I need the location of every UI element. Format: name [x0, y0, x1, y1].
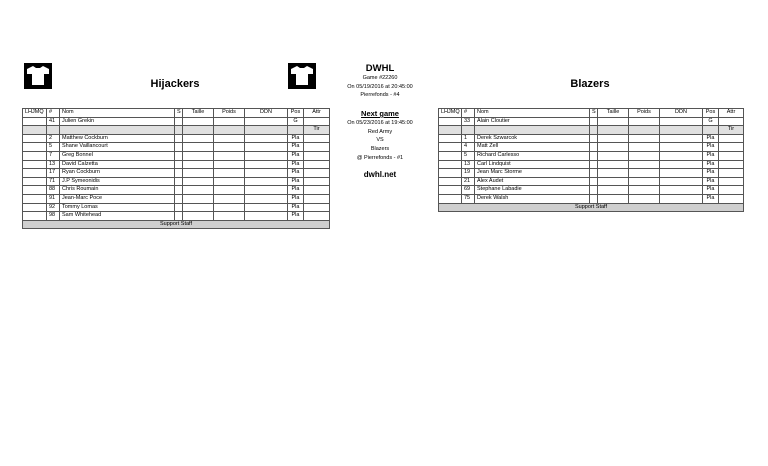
attr-cell: [719, 169, 744, 178]
ddn-cell: [245, 203, 288, 212]
separator-cell: [590, 126, 598, 135]
poids-cell: [629, 117, 660, 126]
next-game-venue: @ Pierrefonds - #1: [356, 154, 404, 161]
s-cell: [590, 143, 598, 152]
player-name-cell: Alain Cloutier: [475, 117, 590, 126]
table-row: [23, 151, 330, 160]
attr-cell: [304, 169, 330, 178]
s-cell: [175, 186, 183, 195]
position-cell: Pla: [288, 134, 304, 143]
position-cell: Pla: [288, 177, 304, 186]
jersey-number-cell: 71: [47, 177, 60, 186]
position-cell: G: [288, 117, 304, 126]
lhjmq-cell: [439, 117, 462, 126]
lhjmq-cell: [23, 134, 47, 143]
table-row: [23, 117, 330, 126]
jersey-number-cell: 13: [462, 160, 475, 169]
attr-cell: [304, 186, 330, 195]
lhjmq-cell: [439, 194, 462, 203]
player-name-cell: Greg Bonnel: [60, 151, 175, 160]
poids-cell: [629, 151, 660, 160]
poids-cell: [214, 169, 245, 178]
lhjmq-cell: [23, 169, 47, 178]
position-cell: Pla: [703, 134, 719, 143]
table-row: [23, 177, 330, 186]
jersey-number-cell: 17: [47, 169, 60, 178]
s-cell: [590, 151, 598, 160]
league-title: DWHL: [365, 63, 395, 74]
ddn-cell: [660, 151, 703, 160]
away-roster-body: [439, 117, 744, 212]
ddn-cell: [245, 117, 288, 126]
table-row: [439, 143, 744, 152]
col-taille: Taille: [183, 109, 214, 118]
position-cell: Pla: [288, 203, 304, 212]
s-cell: [590, 134, 598, 143]
col-pos: Pos: [288, 109, 304, 118]
position-cell: Pla: [703, 194, 719, 203]
support-staff-label: Support Staff: [439, 203, 744, 212]
position-cell: Pla: [703, 151, 719, 160]
poids-cell: [214, 212, 245, 221]
ddn-cell: [660, 186, 703, 195]
taille-cell: [598, 117, 629, 126]
table-row: [439, 186, 744, 195]
col-pos: Pos: [703, 109, 719, 118]
col-name: Nom: [60, 109, 175, 118]
section-separator-row: [439, 126, 744, 135]
s-cell: [590, 160, 598, 169]
ddn-cell: [245, 134, 288, 143]
poids-cell: [214, 177, 245, 186]
lhjmq-cell: [23, 186, 47, 195]
position-cell: Pla: [288, 151, 304, 160]
taille-cell: [598, 169, 629, 178]
attr-cell: [304, 117, 330, 126]
separator-cell: [214, 126, 245, 135]
table-row: [23, 186, 330, 195]
lhjmq-cell: [439, 160, 462, 169]
home-jersey-icon: [24, 63, 52, 89]
home-team-name: Hijackers: [150, 78, 200, 90]
table-row: [439, 151, 744, 160]
jersey-number-cell: 2: [47, 134, 60, 143]
lhjmq-cell: [439, 134, 462, 143]
col-poids: Poids: [214, 109, 245, 118]
s-cell: [175, 177, 183, 186]
jersey-number-cell: 19: [462, 169, 475, 178]
attr-cell: [304, 177, 330, 186]
ddn-cell: [660, 117, 703, 126]
taille-cell: [183, 134, 214, 143]
lhjmq-cell: [23, 143, 47, 152]
ddn-cell: [245, 186, 288, 195]
col-attr: Attr: [719, 109, 744, 118]
site-link[interactable]: dwhl.net: [363, 169, 397, 179]
separator-cell: [183, 126, 214, 135]
table-row: [439, 194, 744, 203]
table-row: [439, 134, 744, 143]
away-team-name: Blazers: [570, 78, 610, 90]
taille-cell: [183, 117, 214, 126]
player-name-cell: J.P Symeonidis: [60, 177, 175, 186]
col-ddn: DDN: [660, 109, 703, 118]
player-name-cell: Matthew Cockburn: [60, 134, 175, 143]
game-info: [320, 74, 440, 100]
taille-cell: [183, 177, 214, 186]
table-row: [23, 212, 330, 221]
table-row: [23, 160, 330, 169]
s-cell: [175, 212, 183, 221]
position-cell: Pla: [703, 177, 719, 186]
tir-label: Tir: [719, 126, 744, 135]
jersey-number-cell: 98: [47, 212, 60, 221]
next-game-team-a: Red Army: [367, 128, 393, 135]
home-header-row: [23, 109, 330, 118]
player-name-cell: Tommy Lomas: [60, 203, 175, 212]
table-row: [23, 203, 330, 212]
attr-cell: [304, 160, 330, 169]
ddn-cell: [660, 169, 703, 178]
support-staff-row: [23, 220, 330, 229]
jersey-number-cell: 88: [47, 186, 60, 195]
position-cell: Pla: [288, 194, 304, 203]
lhjmq-cell: [23, 117, 47, 126]
ddn-cell: [245, 151, 288, 160]
col-s: S: [175, 109, 183, 118]
player-name-cell: Jean Marc Storme: [475, 169, 590, 178]
tir-label: Tir: [304, 126, 330, 135]
poids-cell: [629, 194, 660, 203]
position-cell: G: [703, 117, 719, 126]
lhjmq-cell: [439, 151, 462, 160]
s-cell: [175, 134, 183, 143]
s-cell: [175, 117, 183, 126]
s-cell: [590, 177, 598, 186]
ddn-cell: [660, 143, 703, 152]
support-staff-label: Support Staff: [23, 220, 330, 229]
ddn-cell: [245, 143, 288, 152]
lhjmq-cell: [439, 169, 462, 178]
ddn-cell: [245, 194, 288, 203]
position-cell: Pla: [288, 186, 304, 195]
s-cell: [175, 143, 183, 152]
table-row: [439, 177, 744, 186]
s-cell: [175, 194, 183, 203]
poids-cell: [214, 143, 245, 152]
player-name-cell: Ryan Cockburn: [60, 169, 175, 178]
s-cell: [175, 151, 183, 160]
s-cell: [590, 169, 598, 178]
taille-cell: [183, 160, 214, 169]
ddn-cell: [245, 212, 288, 221]
table-row: [23, 134, 330, 143]
lhjmq-cell: [23, 194, 47, 203]
player-name-cell: David Calzetta: [60, 160, 175, 169]
col-taille: Taille: [598, 109, 629, 118]
next-game-heading: Next game: [361, 109, 399, 118]
away-jersey-icon: [288, 63, 316, 89]
lhjmq-cell: [23, 203, 47, 212]
separator-cell: [439, 126, 462, 135]
away-roster-table: [438, 108, 744, 212]
player-name-cell: Carl Lindquist: [475, 160, 590, 169]
ddn-cell: [660, 194, 703, 203]
lhjmq-cell: [23, 177, 47, 186]
poids-cell: [214, 160, 245, 169]
taille-cell: [183, 212, 214, 221]
jersey-number-cell: 21: [462, 177, 475, 186]
attr-cell: [719, 143, 744, 152]
player-name-cell: Richard Carlesso: [475, 151, 590, 160]
s-cell: [590, 186, 598, 195]
taille-cell: [183, 151, 214, 160]
attr-cell: [304, 203, 330, 212]
player-name-cell: Matt Zell: [475, 143, 590, 152]
poids-cell: [214, 151, 245, 160]
position-cell: Pla: [703, 169, 719, 178]
position-cell: Pla: [703, 143, 719, 152]
jersey-number-cell: 7: [47, 151, 60, 160]
separator-cell: [703, 126, 719, 135]
col-attr: Attr: [304, 109, 330, 118]
taille-cell: [183, 186, 214, 195]
player-name-cell: Alex Audet: [475, 177, 590, 186]
taille-cell: [183, 169, 214, 178]
attr-cell: [719, 194, 744, 203]
player-name-cell: Shane Vaillancourt: [60, 143, 175, 152]
poids-cell: [214, 203, 245, 212]
separator-cell: [629, 126, 660, 135]
attr-cell: [719, 177, 744, 186]
jersey-number-cell: 92: [47, 203, 60, 212]
home-roster-table: [22, 108, 330, 229]
col-lhjmq: LHJMQ: [439, 109, 462, 118]
player-name-cell: Julien Grekin: [60, 117, 175, 126]
jersey-number-cell: 41: [47, 117, 60, 126]
attr-cell: [304, 134, 330, 143]
jersey-number-cell: 4: [462, 143, 475, 152]
game-datetime: On 05/19/2016 at 20:45:00: [347, 83, 413, 90]
ddn-cell: [660, 134, 703, 143]
separator-cell: [462, 126, 475, 135]
table-row: [439, 117, 744, 126]
poids-cell: [629, 143, 660, 152]
jersey-number-cell: 69: [462, 186, 475, 195]
home-roster-body: [23, 117, 330, 229]
taille-cell: [598, 177, 629, 186]
taille-cell: [183, 203, 214, 212]
jersey-number-cell: 5: [462, 151, 475, 160]
position-cell: Pla: [288, 160, 304, 169]
ddn-cell: [245, 169, 288, 178]
next-game-datetime: On 05/23/2016 at 19:45:00: [347, 120, 413, 126]
poids-cell: [629, 134, 660, 143]
s-cell: [175, 169, 183, 178]
attr-cell: [719, 151, 744, 160]
next-game-vs: VS: [376, 137, 384, 144]
jersey-number-cell: 75: [462, 194, 475, 203]
ddn-cell: [660, 160, 703, 169]
col-name: Nom: [475, 109, 590, 118]
position-cell: Pla: [703, 186, 719, 195]
poids-cell: [214, 186, 245, 195]
player-name-cell: Jean-Marc Poce: [60, 194, 175, 203]
away-header-row: [439, 109, 744, 118]
separator-cell: [598, 126, 629, 135]
game-venue: Pierrefonds - #4: [360, 92, 400, 99]
separator-cell: [60, 126, 175, 135]
player-name-cell: Sam Whitehead: [60, 212, 175, 221]
position-cell: Pla: [288, 169, 304, 178]
attr-cell: [304, 151, 330, 160]
taille-cell: [598, 151, 629, 160]
jersey-number-cell: 5: [47, 143, 60, 152]
col-number: #: [462, 109, 475, 118]
support-staff-row: [439, 203, 744, 212]
attr-cell: [304, 212, 330, 221]
ddn-cell: [245, 160, 288, 169]
s-cell: [175, 203, 183, 212]
table-row: [23, 194, 330, 203]
player-name-cell: Derek Szwarcok: [475, 134, 590, 143]
taille-cell: [183, 194, 214, 203]
poids-cell: [629, 160, 660, 169]
player-name-cell: Chris Roumain: [60, 186, 175, 195]
section-separator-row: [23, 126, 330, 135]
table-row: [23, 169, 330, 178]
player-name-cell: Derek Walsh: [475, 194, 590, 203]
col-poids: Poids: [629, 109, 660, 118]
table-row: [23, 143, 330, 152]
taille-cell: [598, 143, 629, 152]
poids-cell: [629, 186, 660, 195]
table-row: [439, 169, 744, 178]
position-cell: Pla: [288, 143, 304, 152]
col-number: #: [47, 109, 60, 118]
poids-cell: [629, 177, 660, 186]
attr-cell: [719, 134, 744, 143]
s-cell: [175, 160, 183, 169]
lhjmq-cell: [23, 160, 47, 169]
jersey-number-cell: 33: [462, 117, 475, 126]
taille-cell: [598, 194, 629, 203]
separator-cell: [660, 126, 703, 135]
game-number: Game #22260: [362, 75, 398, 81]
attr-cell: [304, 143, 330, 152]
taille-cell: [598, 186, 629, 195]
separator-cell: [23, 126, 47, 135]
taille-cell: [183, 143, 214, 152]
poids-cell: [629, 169, 660, 178]
col-ddn: DDN: [245, 109, 288, 118]
lhjmq-cell: [439, 177, 462, 186]
next-game-panel: [330, 108, 430, 179]
separator-cell: [175, 126, 183, 135]
separator-cell: [288, 126, 304, 135]
table-row: [439, 160, 744, 169]
player-name-cell: Stephane Labadie: [475, 186, 590, 195]
position-cell: Pla: [288, 212, 304, 221]
poids-cell: [214, 117, 245, 126]
ddn-cell: [660, 177, 703, 186]
col-s: S: [590, 109, 598, 118]
poids-cell: [214, 194, 245, 203]
jersey-number-cell: 91: [47, 194, 60, 203]
s-cell: [590, 117, 598, 126]
lhjmq-cell: [23, 151, 47, 160]
separator-cell: [47, 126, 60, 135]
ddn-cell: [245, 177, 288, 186]
poids-cell: [214, 134, 245, 143]
attr-cell: [719, 117, 744, 126]
attr-cell: [719, 160, 744, 169]
jersey-number-cell: 13: [47, 160, 60, 169]
attr-cell: [304, 194, 330, 203]
attr-cell: [719, 186, 744, 195]
taille-cell: [598, 134, 629, 143]
lhjmq-cell: [23, 212, 47, 221]
jersey-number-cell: 1: [462, 134, 475, 143]
s-cell: [590, 194, 598, 203]
separator-cell: [475, 126, 590, 135]
next-game-team-b: Blazers: [370, 146, 390, 153]
lhjmq-cell: [439, 143, 462, 152]
separator-cell: [245, 126, 288, 135]
taille-cell: [598, 160, 629, 169]
lhjmq-cell: [439, 186, 462, 195]
col-lhjmq: LHJMQ: [23, 109, 47, 118]
position-cell: Pla: [703, 160, 719, 169]
